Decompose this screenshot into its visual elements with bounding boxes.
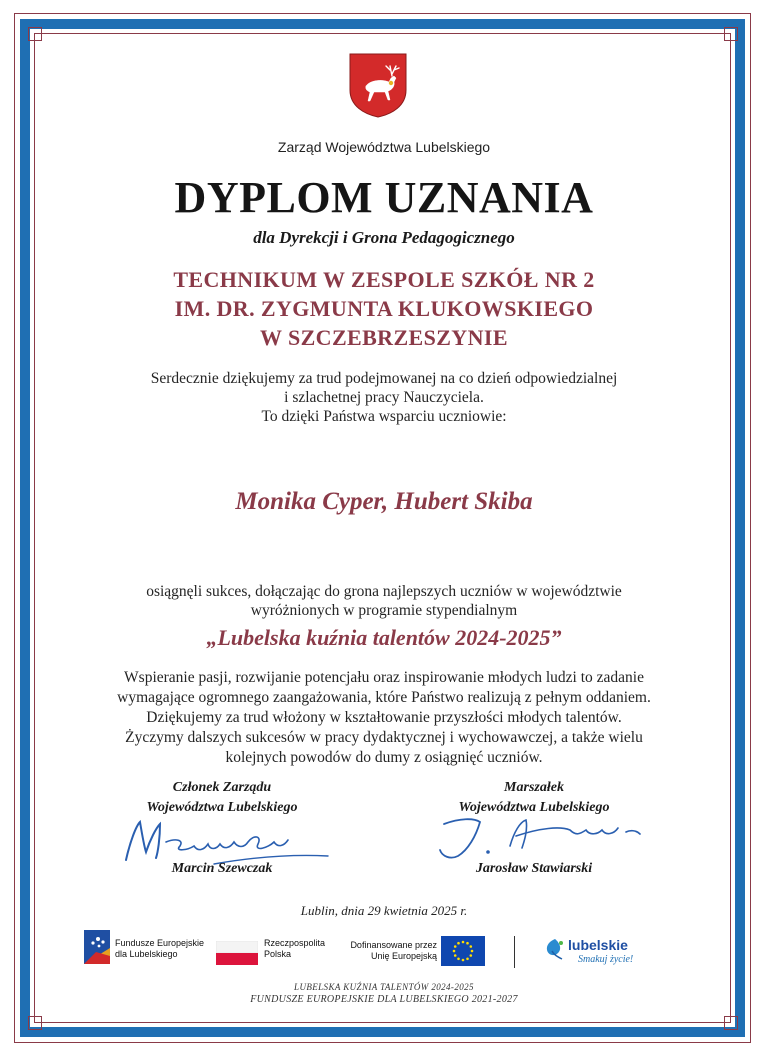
corner-ornament: [28, 1016, 42, 1030]
place-and-date: Lublin, dnia 29 kwietnia 2025 r.: [300, 903, 468, 918]
left-signatory-role-line1: Członek Zarządu: [172, 780, 272, 795]
ue-logo-line2: Unię Europejską: [370, 951, 437, 961]
right-handwritten-signature: [430, 806, 645, 868]
rp-logo-line1: Rzeczpospolita: [264, 938, 326, 948]
left-signatory-name: Marcin Szewczak: [171, 861, 273, 876]
right-signatory-name: Jarosław Stawiarski: [475, 861, 593, 876]
left-signatory-role-line2: Województwa Lubelskiego: [146, 800, 298, 815]
right-signatory-role-line1: Marszałek: [504, 780, 564, 795]
ue-logo-line1: Dofinansowane przez: [350, 940, 437, 950]
closing-line2: wymagające ogromnego zaangażowania, które Państwo realizują z pełnym oddaniem.: [117, 689, 651, 706]
fe-logo-line1: Fundusze Europejskie: [115, 938, 205, 948]
footer-program-line: LUBELSKA KUŹNIA TALENTÓW 2024-2025: [294, 982, 474, 992]
intro-line1: Serdecznie dziękujemy za trud podejmowanej na co dzień odpowiedzialnej: [150, 370, 618, 387]
right-signatory-role-line2: Województwa Lubelskiego: [458, 800, 610, 815]
intro-line2: i szlachetnej pracy Nauczyciela.: [284, 389, 484, 406]
closing-line4: Życzymy dalszych sukcesów w pracy dydaktycznej i wychowawczej, a także wielu: [125, 729, 643, 746]
achievement-line2: wyróżnionych w programie stypendialnym: [250, 602, 518, 619]
corner-ornament: [724, 27, 738, 41]
lubelskie-slogan: Smakuj życie!: [578, 954, 634, 965]
diploma-title: DYPLOM UZNANIA: [174, 173, 594, 222]
fe-logo-label: [115, 938, 204, 960]
logo-divider: [514, 936, 515, 968]
closing-line5: kolejnych powodów do dumy z osiągnięć uczniów.: [225, 749, 543, 766]
polish-flag-icon: [216, 941, 258, 965]
ue-logo-label: [345, 940, 437, 962]
rp-logo-line2: Polska: [264, 949, 292, 959]
student-names: Monika Cyper, Hubert Skiba: [235, 488, 533, 515]
corner-ornament: [724, 1016, 738, 1030]
closing-line3: Dziękujemy za trud włożony w kształtowanie przyszłości młodych talentów.: [146, 709, 622, 726]
school-name-line3: W SZCZEBRZESZYNIE: [260, 325, 508, 350]
diploma-subtitle: dla Dyrekcji i Grona Pedagogicznego: [253, 228, 515, 247]
closing-line1: Wspieranie pasji, rozwijanie potencjału oraz inspirowanie młodych ludzi to zadanie: [124, 669, 644, 686]
rp-logo-label: [264, 938, 325, 960]
school-name-line2: IM. DR. ZYGMUNTA KLUKOWSKIEGO: [174, 296, 594, 321]
corner-ornament: [28, 27, 42, 41]
eu-flag-icon: [441, 936, 485, 966]
intro-line3: To dzięki Państwa wsparciu uczniowie:: [261, 408, 507, 425]
lublin-crest-icon: [348, 52, 408, 118]
program-name: „Lubelska kuźnia talentów 2024-2025”: [206, 625, 562, 650]
fe-logo-line2: dla Lubelskiego: [115, 949, 178, 959]
footer-funds-line: FUNDUSZE EUROPEJSKIE DLA LUBELSKIEGO 2021-2027: [250, 994, 518, 1005]
achievement-line1: osiągnęli sukces, dołączając do grona najlepszych uczniów w województwie: [146, 583, 622, 600]
fe-stars-icon: [84, 930, 110, 964]
organization-name: Zarząd Województwa Lubelskiego: [277, 139, 491, 155]
lubelskie-wordmark: lubelskie: [568, 937, 628, 953]
school-name-line1: TECHNIKUM W ZESPOLE SZKÓŁ NR 2: [173, 267, 595, 292]
lubelskie-logo-icon: [544, 937, 566, 961]
